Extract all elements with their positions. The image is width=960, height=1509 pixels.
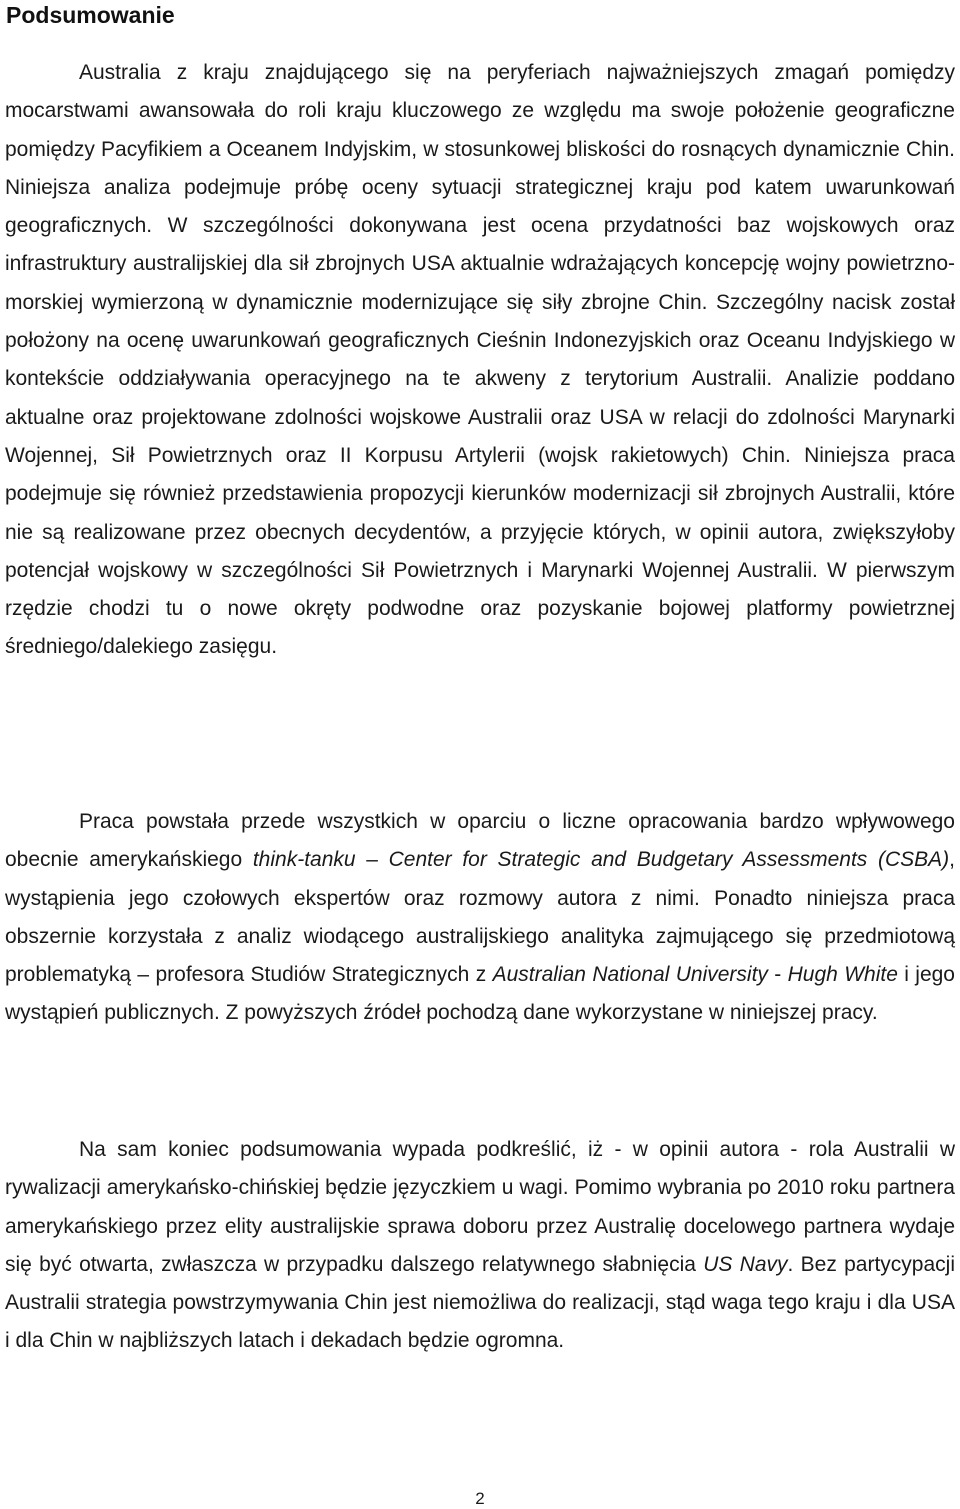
- paragraph-text: Praca powstała przede wszystkich w oparciu o liczne opracowania bardzo wpływowego obecnie amerykańskiego: [5, 810, 955, 872]
- italic-term: Australian National University: [492, 963, 768, 987]
- paragraph-text: i jego wystąpień publicznych. Z powyższych źródeł pochodzą dane wykorzystane w niniejszej pracy.: [5, 963, 955, 1025]
- italic-term: Center for Strategic and Budgetary Assessments (CSBA): [388, 848, 950, 872]
- summary-paragraph-1: Australia z kraju znajdującego się na peryferiach najważniejszych zmagań pomiędzy mocarstwami awansowała do roli kraju kluczowego ze względu ma swoje położenie geograficzne pomiędzy Pacyfikiem a Oceanem Indyjskim, w stosunkowej bliskości do rosnących dynamicznie Chin. Niniejsza analiza podejmuje próbę oceny sytuacji strategicznej kraju pod katem uwarunkowań geograficznych. W szczególności dokonywana jest ocena przydatności baz wojskowych oraz infrastruktury australijskiej dla sił zbrojnych USA aktualnie wdrażających koncepcję wojny powietrzno-morskiej wymierzoną w dynamicznie modernizujące się siły zbrojne Chin. Szczególny nacisk został położony na ocenę uwarunkowań geograficznych Cieśnin Indonezyjskich oraz Oceanu Indyjskiego w kontekście oddziaływania operacyjnego na te akweny z terytorium Australii. Analizie poddano aktualne oraz projektowane zdolności wojskowe Australii oraz USA w relacji do zdolności Marynarki Wojennej, Sił Powietrznych oraz II Korpusu Artylerii (wojsk rakietowych) Chin. Niniejsza praca podejmuje się również przedstawienia propozycji kierunków modernizacji sił zbrojnych Australii, które nie są realizowane przez obecnych decydentów, a przyjęcie których, w opinii autora, zwiększyłoby potencjał wojskowy w szczególności Sił Powietrznych i Marynarki Wojennej Australii. W pierwszym rzędzie chodzi tu o nowe okręty podwodne oraz pozyskanie bojowej platformy powietrznej średniego/dalekiego zasięgu.: [5, 61, 955, 659]
- paragraph-text: -: [767, 963, 788, 987]
- page-number: 2: [475, 1489, 485, 1508]
- italic-term: think-tanku: [252, 848, 356, 872]
- italic-term: Hugh White: [787, 963, 898, 987]
- paragraph-text: , wystąpienia jego czołowych ekspertów oraz rozmowy autora z nimi. Ponadto niniejsza praca obszernie korzystała z analiz wiodącego australijskiego analityka zajmującego się przedmiotową problematyką – profesora Studiów Strategicznych z: [5, 848, 955, 987]
- summary-paragraph-3: [5, 1131, 955, 1361]
- paragraph-text: Na sam koniec podsumowania wypada podkreślić, iż - w opinii autora - rola Australii w rywalizacji amerykańsko-chińskiej będzie języczkiem u wagi. Pomimo wybrania po 2010 roku partnera amerykańskiego przez elity australijskie sprawa doboru przez Australię docelowego partnera wydaje się być otwarta, zwłaszcza w przypadku dalszego relatywnego słabnięcia: [5, 1138, 955, 1276]
- italic-term: US Navy: [703, 1252, 788, 1276]
- paragraph-text: . Bez partycypacji Australii strategia powstrzymywania Chin jest niemożliwa do realizacji, stąd waga tego kraju i dla USA i dla Chin w najbliższych latach i dekadach będzie ogromna.: [5, 1252, 955, 1353]
- section-heading: Podsumowanie: [6, 2, 175, 28]
- paragraph-text: –: [355, 848, 389, 872]
- summary-paragraph-2: [5, 803, 955, 1033]
